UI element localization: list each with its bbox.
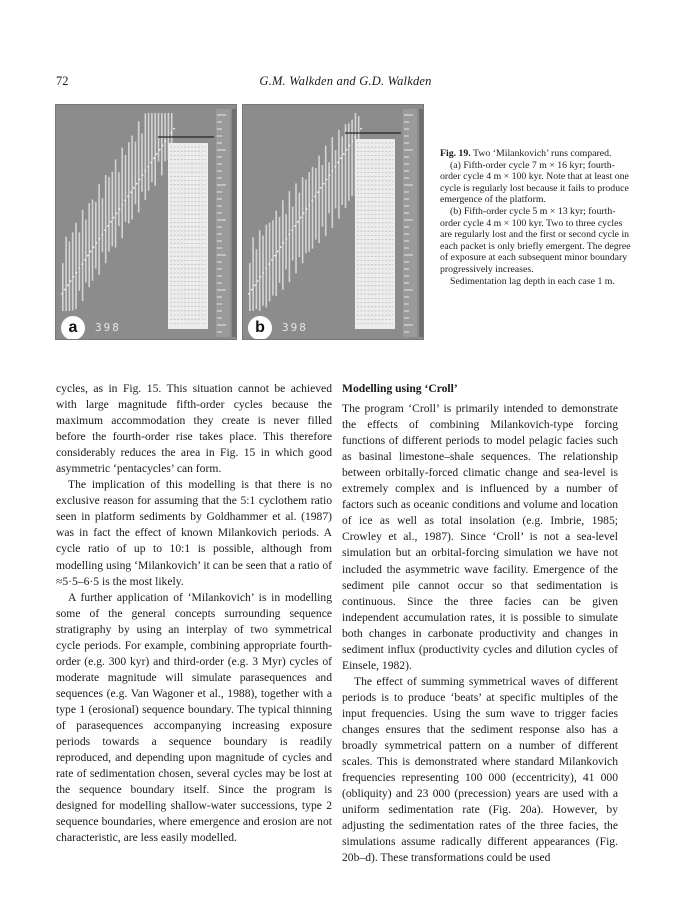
trend-dot [75, 272, 77, 274]
cycle-bar [62, 263, 64, 311]
trend-dot [254, 284, 256, 286]
trend-dot [294, 225, 296, 227]
trend-dot [113, 217, 115, 219]
cycle-bar [322, 165, 324, 227]
cycle-bar [154, 113, 156, 186]
cycle-bar [138, 121, 140, 212]
body-paragraph: The implication of this modelling is that there is no exclusive reason for assuming that the 5:1 cyclothem ratio seen in platform sediments by Goldhammer et al. (1987) was in fact the effect of known Milankovich periods. A cycle ratio of up to 10:1 is possible, although from modelling using ‘Milankovich’ it can be seen that a ratio of ≈5·5–6·5 is the most likely. [56, 478, 332, 588]
trend-dot [354, 136, 356, 138]
cycle-bar [65, 237, 67, 311]
trend-dot [303, 212, 305, 214]
cycle-bar [305, 179, 307, 253]
cycle-bar [341, 136, 343, 205]
trend-dot [144, 170, 146, 172]
trend-dot [337, 162, 339, 164]
trend-dot [101, 234, 103, 236]
trend-dot [70, 280, 72, 282]
cycle-bar [338, 130, 340, 219]
trend-dot [104, 229, 106, 231]
cycle-bar [105, 175, 107, 263]
trend-dot [326, 179, 328, 181]
trend-dot [260, 276, 262, 278]
cycle-bar [141, 133, 143, 191]
running-head: G.M. Walkden and G.D. Walkden [259, 74, 432, 88]
trend-dot [107, 225, 109, 227]
section-heading: Modelling using ‘Croll’ [342, 382, 458, 395]
trend-dot [291, 229, 293, 231]
trend-dot [331, 170, 333, 172]
cycle-bar [335, 150, 337, 208]
trend-dot [329, 174, 331, 176]
trend-dot [314, 195, 316, 197]
body-column-left [56, 381, 332, 846]
trend-dot [98, 238, 100, 240]
cycle-bar [269, 223, 271, 302]
trend-dot [340, 157, 342, 159]
trend-dot [317, 191, 319, 193]
figure-caption [440, 148, 632, 287]
cycle-bar [95, 202, 97, 269]
cycle-bar [125, 155, 127, 222]
cycle-bar [256, 249, 258, 309]
trend-dot [93, 246, 95, 248]
trend-dot [288, 234, 290, 236]
caption-title: Two ‘Milankovich’ runs compared. [470, 148, 612, 159]
caption-line: (b) Fifth-order cycle 5 m × 13 kyr; fourth-order cycle 4 m × 100 kyr. Two to three cycles are regularly lost and the first or second cycle in each packet is only briefly emergent. The degree of exposure at each subsequent minor boundary progressively increases. [440, 205, 631, 275]
trend-dot [297, 221, 299, 223]
cycle-bar [308, 172, 310, 252]
trend-dot [308, 204, 310, 206]
trend-dot [156, 153, 158, 155]
trend-dot [67, 284, 69, 286]
cycle-bar [302, 177, 304, 263]
trend-dot [147, 166, 149, 168]
trend-dot [170, 132, 172, 134]
cycle-bar [128, 142, 130, 223]
trend-dot [96, 242, 98, 244]
cycle-bar [318, 156, 320, 243]
cycle-bar [135, 142, 137, 205]
trend-dot [133, 187, 135, 189]
trend-dot [285, 238, 287, 240]
cycle-bar [161, 113, 163, 175]
trend-dot [61, 293, 63, 295]
trend-dot [343, 153, 345, 155]
caption-line: Sedimentation lag depth in each case 1 m. [450, 275, 615, 287]
trend-dot [159, 149, 161, 151]
trend-dot [64, 289, 66, 291]
trend-dot [251, 289, 253, 291]
cycle-bar [148, 113, 150, 191]
ruler-edge [419, 109, 423, 337]
cycle-bar [262, 236, 264, 306]
trend-dot [78, 267, 80, 269]
panel-readout-b: 398 [282, 321, 308, 334]
panel-label-a: a [61, 316, 85, 340]
caption-figure-label: Fig. 19. [440, 148, 471, 159]
cycle-bar [79, 232, 81, 290]
figure-panel-b [242, 104, 424, 340]
trend-dot [323, 183, 325, 185]
cycle-bar [102, 198, 104, 252]
cycle-bar [108, 177, 110, 252]
trend-dot [121, 204, 123, 206]
cycle-bar [292, 207, 294, 261]
page-number: 72 [56, 74, 69, 88]
trend-dot [90, 251, 92, 253]
figure-panel-a [55, 104, 237, 340]
cycle-bar [92, 199, 94, 280]
trend-dot [300, 217, 302, 219]
trend-dot [119, 208, 121, 210]
trend-dot [84, 259, 86, 261]
caption-line [440, 148, 632, 160]
cycle-bar [252, 237, 254, 311]
trend-dot [116, 212, 118, 214]
cycle-bar [72, 232, 74, 310]
trend-dot [320, 187, 322, 189]
cycle-bar [348, 123, 350, 200]
cycle-bar [69, 241, 71, 311]
panel-readout-a: 398 [95, 321, 121, 334]
cycle-bar [131, 136, 133, 220]
sediment-column [168, 143, 208, 329]
cycle-bar [282, 200, 284, 290]
trend-dot [271, 259, 273, 261]
trend-dot [311, 200, 313, 202]
trend-dot [150, 162, 152, 164]
cycle-bar [345, 124, 347, 208]
trend-dot [360, 128, 362, 130]
cycle-bar [328, 162, 330, 213]
trend-dot [124, 200, 126, 202]
cycle-bar [325, 146, 327, 237]
trend-dot [130, 191, 132, 193]
trend-dot [162, 145, 164, 147]
cycle-bar [151, 113, 153, 182]
trend-dot [349, 145, 351, 147]
trend-dot [139, 179, 141, 181]
sediment-column [355, 139, 395, 329]
trend-dot [346, 149, 348, 151]
panel-label-b: b [248, 316, 272, 340]
cycle-bar [259, 230, 261, 311]
trend-dot [265, 267, 267, 269]
cycle-bar [249, 263, 251, 311]
cycle-bar [112, 172, 114, 247]
trend-dot [110, 221, 112, 223]
ruler-edge [232, 109, 236, 337]
body-column-right [342, 381, 618, 866]
cycle-bar [275, 211, 277, 296]
body-paragraph: The program ‘Croll’ is primarily intended to demonstrate the effects of combining Milankovich-type forcing functions of different periods to model pelagic facies such as basinal limestone–shale sequences. The relationship between orbitally-forced climatic change and sea-level is extremely complex and is influenced by a number of factors such as oceanic conditions and volume and location of ice as well as total insolation (e.g. Imbrie, 1985; Crowley et al., 1987). Since ‘Croll’ is not a sea-level simulation but an orbital-forcing simulation we have not included the asymmetric wave facility. Emergence of the sediment pile cannot occur so that sedimentation is continuous. Since the three facies can be given independent accumulation rates, it is possible to simulate both changes in carbonate productivity and changes in sediment influx (productivity cycles and dilution cycles of Einsele, 1982). [342, 402, 618, 672]
trend-dot [142, 174, 144, 176]
cycle-bar [285, 214, 287, 270]
trend-dot [248, 293, 250, 295]
trend-dot [351, 140, 353, 142]
cycle-bar [315, 168, 317, 240]
trend-dot [283, 242, 285, 244]
cycle-bar [295, 183, 297, 273]
cycle-bar [88, 203, 90, 287]
trend-dot [87, 255, 89, 257]
cycle-bar [351, 120, 353, 197]
trend-dot [274, 255, 276, 257]
cycle-bar [118, 172, 120, 226]
trend-dot [306, 208, 308, 210]
cycle-bar [98, 184, 100, 275]
cycle-bar [75, 223, 77, 309]
simulation-plot-a [56, 105, 237, 340]
cycle-bar [332, 137, 334, 228]
cycle-bar [82, 210, 84, 301]
cycle-bar [289, 191, 291, 282]
trend-dot [73, 276, 75, 278]
trend-dot [136, 183, 138, 185]
cycle-bar [115, 159, 117, 247]
trend-dot [334, 166, 336, 168]
trend-dot [277, 251, 279, 253]
body-paragraph: A further application of ‘Milankovich’ is in modelling some of the general concepts surrounding sequence stratigraphy by using an interplay of two symmetrical cycle periods. For example, combining appropriate fourth-order (e.g. 300 kyr) and third-order (e.g. 3 Myr) cycles of moderate magnitude will simulate parasequences and sequences (e.g. Van Wagoner et al., 1988), together with a type 1 (erosional) sequence boundary. The typical thinning of parasequences accompanying increasing exposure periods towards a sequence boundary is readily reproduced, and depending upon magnitude of cycles and rate of sedimentation chosen, several cycles may be lost at the sequence boundary itself. Since the program is designed for modelling shallow-water successions, type 2 sequence boundaries, where emergence and erosion are not characteristic, are less easily modelled. [56, 590, 332, 845]
cycle-bar [272, 220, 274, 295]
body-paragraph: The effect of summing symmetrical waves of different periods is to produce ‘beats’ at specific multiples of the input frequencies. Using the sum wave to trigger facies changes ensures that the sediment response also has a broadly symmetrical pattern on a number of different scales. This is demonstrated where standard Milankovich frequencies representing 100 000 (eccentricity), 41 000 (obliquity) and 23 000 (precession) years are used with a uniform sedimentation rate (Fig. 20a). However, by adjusting the sedimentation rates of the three facies, the simulations assume radically different appearances (Fig. 20b–d). These transformations could be used [342, 674, 618, 865]
trend-dot [127, 195, 129, 197]
trend-dot [268, 263, 270, 265]
cycle-bar [85, 220, 87, 283]
cycle-bar [279, 217, 281, 283]
cycle-bar [299, 193, 301, 257]
cycle-bar [312, 167, 314, 249]
body-paragraph: cycles, as in Fig. 15. This situation cannot be achieved with large magnitude fifth-order cycles because the maximum accommodation they create is never filled before the fourth-order rise takes place. This therefore considerably reduces the area in Fig. 15 in which good asymmetric ‘pentacycles’ can form. [56, 382, 332, 476]
cycle-bar [145, 113, 147, 199]
trend-dot [164, 140, 166, 142]
trend-dot [257, 280, 259, 282]
simulation-plot-b [243, 105, 424, 340]
trend-dot [173, 128, 175, 130]
trend-dot [280, 246, 282, 248]
cycle-bar [121, 148, 123, 239]
trend-dot [81, 263, 83, 265]
trend-dot [153, 157, 155, 159]
cycle-bar [266, 225, 268, 308]
caption-line: (a) Fifth-order cycle 7 m × 16 kyr; fourth-order cycle 4 m × 100 kyr. Note that at least one cycle is regularly lost because it fails to produce emergence of the platform. [440, 159, 629, 206]
trend-dot [262, 272, 264, 274]
